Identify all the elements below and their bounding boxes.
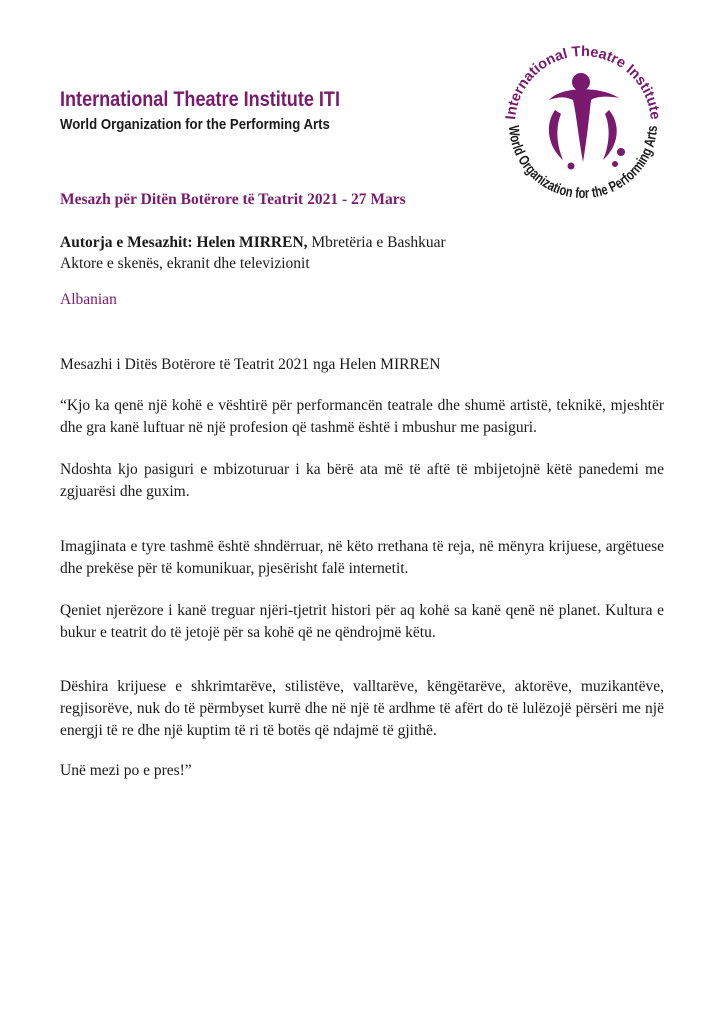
organization-header xyxy=(60,88,480,135)
message-closing: Unë mezi po e pres!” xyxy=(60,762,192,779)
logo-figure-icon xyxy=(549,73,625,170)
author-role: Aktore e skenës, ekranit dhe televizionit xyxy=(60,255,310,272)
logo-ring-text-bottom: World Organization for the Performing Arts xyxy=(504,123,662,203)
message-heading: Mesazhi i Ditës Botërore të Teatrit 2021 nga Helen MIRREN xyxy=(60,356,441,373)
document-title: Mesazh për Ditën Botërore të Teatrit 2021 - 27 Mars xyxy=(60,191,406,208)
logo-ring-text-top: International Theatre Institute xyxy=(503,43,663,121)
organization-name: International Theatre Institute ITI xyxy=(60,88,340,111)
author-line xyxy=(60,232,664,253)
message-paragraph: Dëshira krijuese e shkrimtarëve, stilistëve, valltarëve, këngëtarëve, aktorëve, muzikantëve, regjisorëve, nuk do të përmbyset kurrë dhe në një të ardhme të afërt do të lulëzojë përsëri me një energji të re dhe një kuptim të ri të botës që ndajmë të gjithë. xyxy=(60,678,664,739)
organization-subtitle: World Organization for the Performing Arts xyxy=(60,116,330,133)
language-label: Albanian xyxy=(60,291,117,308)
message-paragraph: “Kjo ka qenë një kohë e vështirë për performancën teatrale dhe shumë artistë, teknikë, mjeshtër dhe gra kanë luftuar në një profesion që tashmë është i mbushur me pasiguri. xyxy=(60,397,664,436)
message-paragraph: Imagjinata e tyre tashmë është shndërruar, në këto rrethana të reja, në mënyra krijuese, argëtuese dhe prekëse për të komunikuar, pjesërisht falë internetit. xyxy=(60,538,664,577)
author-label: Autorja e Mesazhit: Helen MIRREN, xyxy=(60,234,308,251)
iti-logo xyxy=(497,38,669,210)
message-paragraph: Ndoshta kjo pasiguri e mbizoturuar i ka bërë ata më të aftë të mbijetojnë këtë panedemi me zgjuarësi dhe guxim. xyxy=(60,461,664,500)
author-country: Mbretëria e Bashkuar xyxy=(307,234,446,251)
message-paragraph: Qeniet njerëzore i kanë treguar njëri-tjetrit histori për aq kohë sa kanë qenë në planet. Kultura e bukur e teatrit do të jetojë për sa kohë që ne qëndrojmë këtu. xyxy=(60,602,664,641)
document-body xyxy=(60,190,664,782)
